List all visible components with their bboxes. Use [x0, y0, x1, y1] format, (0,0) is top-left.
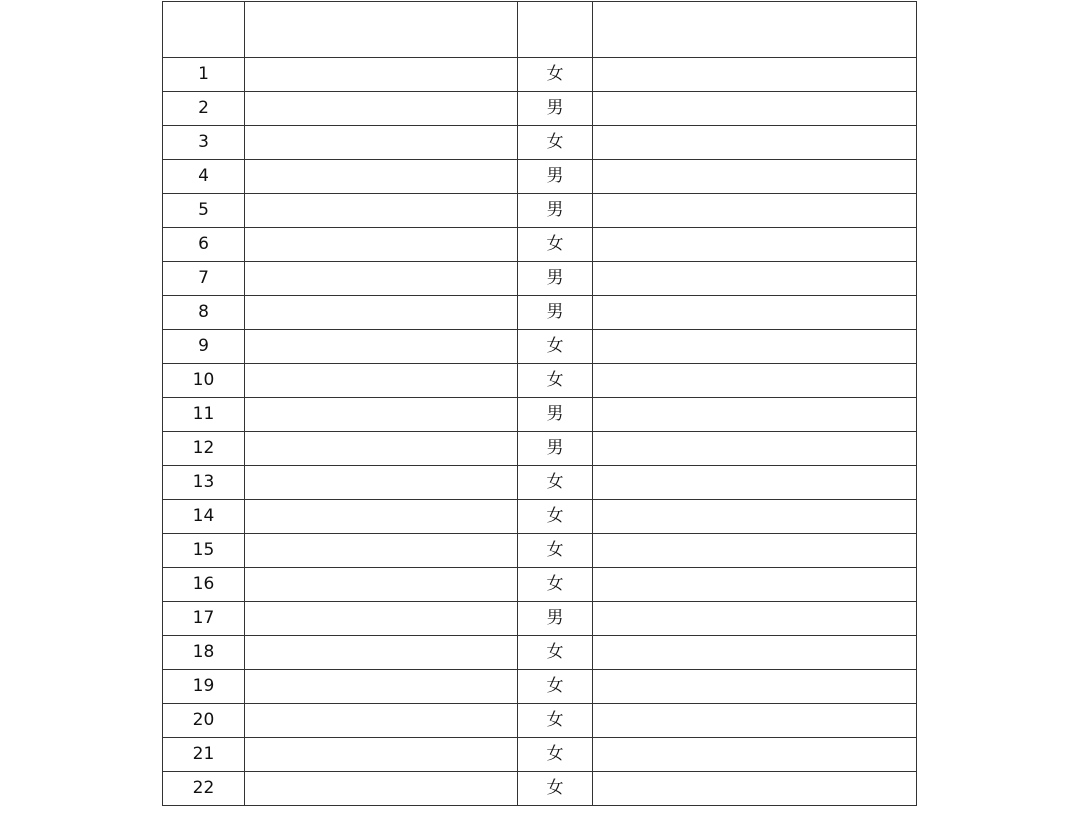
cell-name [245, 534, 518, 568]
cell-name [245, 704, 518, 738]
table-row [163, 704, 917, 738]
cell-major [593, 364, 917, 398]
cell-index: 9 [163, 330, 245, 364]
cell-sex: 女 [518, 364, 593, 398]
cell-index: 7 [163, 262, 245, 296]
cell-name [245, 398, 518, 432]
table-body [163, 58, 917, 806]
cell-major [593, 704, 917, 738]
table-row [163, 92, 917, 126]
header-sex [518, 2, 593, 58]
header-row [163, 2, 917, 58]
student-roster-table [162, 1, 917, 806]
table-row [163, 330, 917, 364]
cell-index: 3 [163, 126, 245, 160]
cell-sex: 女 [518, 228, 593, 262]
cell-sex: 女 [518, 534, 593, 568]
cell-index: 13 [163, 466, 245, 500]
cell-major [593, 500, 917, 534]
table-row [163, 466, 917, 500]
table-row [163, 432, 917, 466]
cell-name [245, 568, 518, 602]
cell-name [245, 670, 518, 704]
cell-name [245, 92, 518, 126]
cell-name [245, 772, 518, 806]
cell-index: 21 [163, 738, 245, 772]
cell-index: 8 [163, 296, 245, 330]
cell-sex: 女 [518, 704, 593, 738]
cell-sex: 女 [518, 126, 593, 160]
cell-major [593, 194, 917, 228]
cell-name [245, 500, 518, 534]
table-row [163, 194, 917, 228]
cell-name [245, 228, 518, 262]
cell-major [593, 228, 917, 262]
cell-index: 18 [163, 636, 245, 670]
cell-index: 1 [163, 58, 245, 92]
cell-sex: 男 [518, 262, 593, 296]
cell-name [245, 296, 518, 330]
table-row [163, 602, 917, 636]
table-row [163, 228, 917, 262]
cell-name [245, 58, 518, 92]
cell-major [593, 330, 917, 364]
cell-major [593, 534, 917, 568]
cell-index: 2 [163, 92, 245, 126]
cell-sex: 男 [518, 602, 593, 636]
cell-index: 17 [163, 602, 245, 636]
cell-major [593, 568, 917, 602]
cell-sex: 男 [518, 194, 593, 228]
cell-index: 6 [163, 228, 245, 262]
table-row [163, 568, 917, 602]
table-row [163, 262, 917, 296]
cell-index: 11 [163, 398, 245, 432]
table-row [163, 500, 917, 534]
cell-sex: 女 [518, 568, 593, 602]
header-index [163, 2, 245, 58]
table-header [163, 2, 917, 58]
cell-major [593, 602, 917, 636]
cell-index: 5 [163, 194, 245, 228]
cell-sex: 女 [518, 670, 593, 704]
cell-major [593, 738, 917, 772]
table-row [163, 126, 917, 160]
cell-major [593, 772, 917, 806]
cell-sex: 男 [518, 432, 593, 466]
table-row [163, 398, 917, 432]
cell-sex: 男 [518, 160, 593, 194]
cell-major [593, 432, 917, 466]
cell-sex: 男 [518, 398, 593, 432]
table-row [163, 58, 917, 92]
cell-index: 10 [163, 364, 245, 398]
cell-name [245, 126, 518, 160]
cell-sex: 女 [518, 330, 593, 364]
table-row [163, 636, 917, 670]
cell-major [593, 466, 917, 500]
cell-name [245, 738, 518, 772]
cell-sex: 女 [518, 500, 593, 534]
cell-sex: 女 [518, 636, 593, 670]
cell-index: 14 [163, 500, 245, 534]
cell-index: 15 [163, 534, 245, 568]
cell-major [593, 92, 917, 126]
cell-index: 19 [163, 670, 245, 704]
cell-name [245, 466, 518, 500]
cell-name [245, 330, 518, 364]
cell-major [593, 670, 917, 704]
cell-index: 12 [163, 432, 245, 466]
table-row [163, 160, 917, 194]
cell-name [245, 602, 518, 636]
cell-sex: 女 [518, 772, 593, 806]
cell-major [593, 58, 917, 92]
table-row [163, 738, 917, 772]
cell-major [593, 160, 917, 194]
cell-sex: 女 [518, 738, 593, 772]
cell-name [245, 262, 518, 296]
cell-sex: 女 [518, 466, 593, 500]
cell-name [245, 194, 518, 228]
cell-sex: 男 [518, 296, 593, 330]
table-row [163, 364, 917, 398]
cell-major [593, 636, 917, 670]
cell-major [593, 126, 917, 160]
cell-sex: 男 [518, 92, 593, 126]
table-row [163, 296, 917, 330]
cell-name [245, 160, 518, 194]
table-row [163, 534, 917, 568]
header-name [245, 2, 518, 58]
table-row [163, 772, 917, 806]
cell-sex: 女 [518, 58, 593, 92]
header-major [593, 2, 917, 58]
cell-major [593, 262, 917, 296]
cell-name [245, 636, 518, 670]
cell-name [245, 432, 518, 466]
cell-index: 4 [163, 160, 245, 194]
cell-major [593, 296, 917, 330]
cell-index: 16 [163, 568, 245, 602]
cell-index: 22 [163, 772, 245, 806]
cell-index: 20 [163, 704, 245, 738]
table-row [163, 670, 917, 704]
cell-major [593, 398, 917, 432]
cell-name [245, 364, 518, 398]
